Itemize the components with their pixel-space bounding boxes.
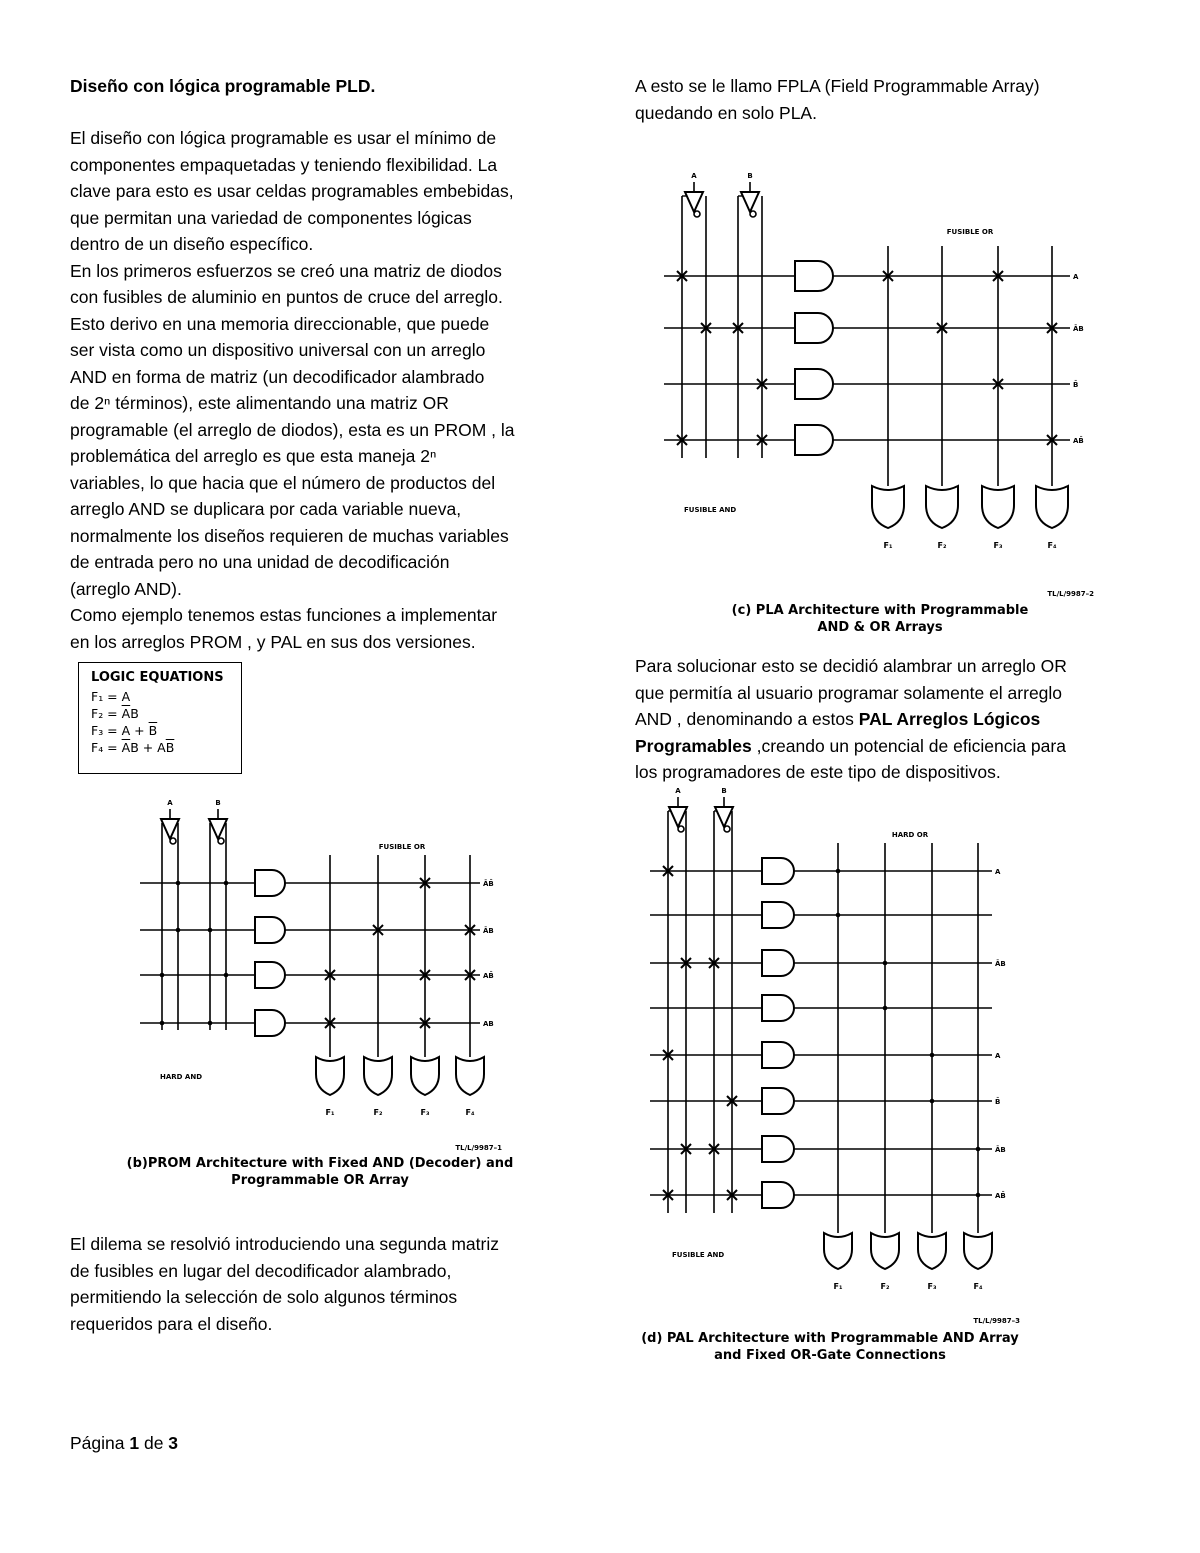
and-gate [795,425,833,455]
or-gate [316,1057,344,1095]
text-span: ,creando un potencial de eficiencia para [751,735,1066,756]
equation-part: B + A [130,740,166,755]
pal-term: PAL Arreglos Lógicos [858,709,1041,729]
equation-part: A [121,689,131,704]
inverter-bubble [218,838,224,844]
and-gate [762,1136,794,1162]
input-buffer [685,192,703,212]
top-plane-label: HARD OR [891,831,929,839]
row-label: B̄ [995,1098,1001,1106]
footer-text: Página [70,1433,130,1453]
and-hard-dot [224,881,229,886]
pla-caption-line-2: AND & OR Arrays [817,620,943,635]
input-label-b: B [721,787,727,795]
page-total: 3 [168,1433,179,1453]
top-plane-label: FUSIBLE OR [946,228,994,236]
and-gate [762,1042,794,1068]
text-line: que permitan una variedad de componentes lógicas [70,207,472,228]
row-label: ĀB [995,960,1006,968]
and-gate [255,1010,285,1036]
row-label: A [995,868,1001,876]
inverter-bubble [694,211,700,217]
and-gate [762,995,794,1021]
and-gate [255,870,285,896]
bottom-plane-label: FUSIBLE AND [684,506,737,514]
or-gate [872,486,904,528]
pla-architecture-diagram [650,168,1110,598]
and-gate [795,313,833,343]
output-label: F₁ [883,541,893,550]
input-label-a: A [167,799,173,807]
text-line [635,706,1067,733]
bottom-plane-label: FUSIBLE AND [672,1251,725,1259]
pla-caption-line-1: (c) PLA Architecture with Programmable [731,603,1029,618]
and-hard-dot [160,973,165,978]
text-line: AND en forma de matriz (un decodificador alambrado [70,366,485,387]
equation-part: $\overline{B}$ [148,723,158,738]
row-label: ĀB̄ [483,880,494,888]
and-hard-dot [208,1021,213,1026]
figure-code: TL/L/9987–2 [1047,590,1094,598]
output-label: F₂ [880,1282,890,1291]
pla-caption [660,602,1100,636]
input-label-b: B [747,172,753,180]
inverter-bubble [678,826,684,832]
output-label: F₃ [420,1108,430,1117]
and-gate [762,1182,794,1208]
prom-caption [100,1155,540,1189]
or-gate [824,1233,852,1269]
pal-caption-line-1: (d) PAL Architecture with Programmable AND Array [641,1331,1019,1346]
text-line: componentes empaquetadas y teniendo flexibilidad. La [70,154,498,175]
figure-code: TL/L/9987–3 [973,1317,1020,1325]
text-line: requeridos para el diseño. [70,1313,273,1334]
logic-equation [91,688,229,705]
text-line: En los primeros esfuerzos se creó una matriz de diodos [70,260,502,281]
inverter-bubble [724,826,730,832]
pal-architecture-diagram [640,783,1040,1323]
output-label: F₁ [325,1108,335,1117]
and-gate [762,858,794,884]
text-line: de 2ⁿ términos), este alimentando una matriz OR [70,393,449,413]
equation-part: $\overline{A}$ [121,740,131,755]
or-hard-dot [836,869,841,874]
logic-equation [91,722,229,739]
equation-part: $\overline{B}$ [165,740,175,755]
text-line [635,733,1067,760]
text-line: de fusibles en lugar del decodificador alambrado, [70,1260,452,1281]
row-label: AB̄ [995,1192,1006,1200]
input-label-b: B [215,799,221,807]
footer-text: de [139,1433,169,1453]
or-hard-dot [883,1006,888,1011]
prom-architecture-diagram [130,795,530,1152]
or-hard-dot [836,913,841,918]
or-gate [456,1057,484,1095]
input-buffer [209,819,227,839]
or-gate [1036,486,1068,528]
pal-term-2: Programables [635,735,752,756]
text-line: con fusibles de aluminio en puntos de cruce del arreglo. [70,287,503,307]
and-gate [795,369,833,399]
text-line: El dilema se resolvió introduciendo una segunda matriz [70,1234,499,1254]
and-hard-dot [224,973,229,978]
logic-equations-box [78,662,242,774]
output-label: F₂ [373,1108,383,1117]
right-paragraph-1 [635,73,1040,126]
equation-part: A + [121,723,149,738]
text-line: Esto derivo en una memoria direccionable, que puede [70,313,490,334]
row-label: ĀB [1073,325,1084,333]
inverter-bubble [170,838,176,844]
output-label: F₄ [465,1108,475,1117]
text-line: (arreglo AND). [70,578,182,599]
figure-code: TL/L/9987–1 [455,1144,502,1152]
text-line: variables, lo que hacia que el número de productos del [70,472,496,493]
or-hard-dot [976,1147,981,1152]
and-gate [762,950,794,976]
equation-part: F₁ = [91,689,122,704]
text-line: normalmente los diseños requieren de muchas variables [70,525,509,546]
logic-equation [91,705,229,722]
equation-part: F₂ = [91,706,122,721]
output-label: F₄ [973,1282,983,1291]
text-span: AND , denominando a estos [635,709,859,729]
input-buffer [715,807,733,827]
row-label: AB [483,1020,494,1028]
and-gate [762,902,794,928]
equation-part: $\overline{A}$ [121,706,131,721]
text-line: de entrada pero no una unidad de decodificación [70,552,450,572]
left-paragraph-1 [70,125,515,655]
row-label: A [995,1052,1001,1060]
prom-caption-line-2: Programmable OR Array [231,1173,409,1188]
or-gate [926,486,958,528]
or-gate [982,486,1014,528]
row-label: AB̄ [1073,437,1084,445]
equation-part: B [130,706,139,721]
and-hard-dot [208,928,213,933]
row-label: ĀB [995,1146,1006,1154]
text-line: A esto se le llamo FPLA (Field Programmable Array) [635,76,1040,96]
and-gate [255,917,285,943]
or-hard-dot [976,1193,981,1198]
text-line: arreglo AND se duplicara por cada variable nueva, [70,499,462,519]
text-line: quedando en solo PLA. [635,102,817,123]
prom-caption-line-1: (b)PROM Architecture with Fixed AND (Decoder) and [126,1156,514,1171]
page-number: 1 [129,1433,140,1453]
text-line: en los arreglos PROM , y PAL en sus dos versiones. [70,631,476,652]
row-label: A [1073,273,1079,281]
output-label: F₃ [927,1282,937,1291]
text-line: los programadores de este tipo de dispositivos. [635,762,1001,782]
text-line: que permitía al usuario programar solamente el arreglo [635,682,1063,703]
text-line: Para solucionar esto se decidió alambrar un arreglo OR [635,656,1067,676]
logic-equation [91,739,229,756]
or-gate [411,1057,439,1095]
or-hard-dot [930,1099,935,1104]
text-line: problemática del arreglo es que esta maneja 2ⁿ [70,446,437,466]
equation-part: F₄ = [91,740,122,755]
top-plane-label: FUSIBLE OR [378,843,426,851]
or-gate [918,1233,946,1269]
input-buffer [669,807,687,827]
input-label-a: A [675,787,681,795]
equation-part: F₃ = [91,723,122,738]
row-label: ĀB [483,927,494,935]
output-label: F₄ [1047,541,1057,550]
page-footer [70,1433,178,1454]
or-hard-dot [883,961,888,966]
title-text: Diseño con lógica programable PLD. [70,76,376,96]
and-hard-dot [160,1021,165,1026]
text-line: ser vista como un dispositivo universal con un arreglo [70,340,486,360]
logic-equations-list [91,688,229,756]
text-line: dentro de un diseño específico. [70,234,314,254]
or-gate [364,1057,392,1095]
pal-caption [610,1330,1050,1364]
or-gate [964,1233,992,1269]
text-line: permitiendo la selección de solo algunos términos [70,1287,458,1307]
left-paragraph-2 [70,1231,499,1337]
text-line: clave para esto es usar celdas programables embebidas, [70,181,514,201]
row-label: B̄ [1073,381,1079,389]
pal-caption-line-2: and Fixed OR-Gate Connections [714,1348,946,1363]
input-buffer [741,192,759,212]
output-label: F₃ [993,541,1003,550]
bottom-plane-label: HARD AND [160,1073,202,1081]
text-line: El diseño con lógica programable es usar el mínimo de [70,128,497,148]
input-buffer [161,819,179,839]
input-label-a: A [691,172,697,180]
and-hard-dot [176,881,181,886]
and-gate [762,1088,794,1114]
and-gate [795,261,833,291]
inverter-bubble [750,211,756,217]
output-label: F₂ [937,541,947,550]
logic-equations-title: LOGIC EQUATIONS [91,670,224,685]
and-gate [255,962,285,988]
or-gate [871,1233,899,1269]
page-title [70,73,375,100]
text-line: Como ejemplo tenemos estas funciones a implementar [70,605,498,625]
text-line: programable (el arreglo de diodos), esta es un PROM , la [70,419,515,440]
or-hard-dot [930,1053,935,1058]
right-paragraph-2 [635,653,1067,786]
row-label: AB̄ [483,972,494,980]
and-hard-dot [176,928,181,933]
output-label: F₁ [833,1282,843,1291]
